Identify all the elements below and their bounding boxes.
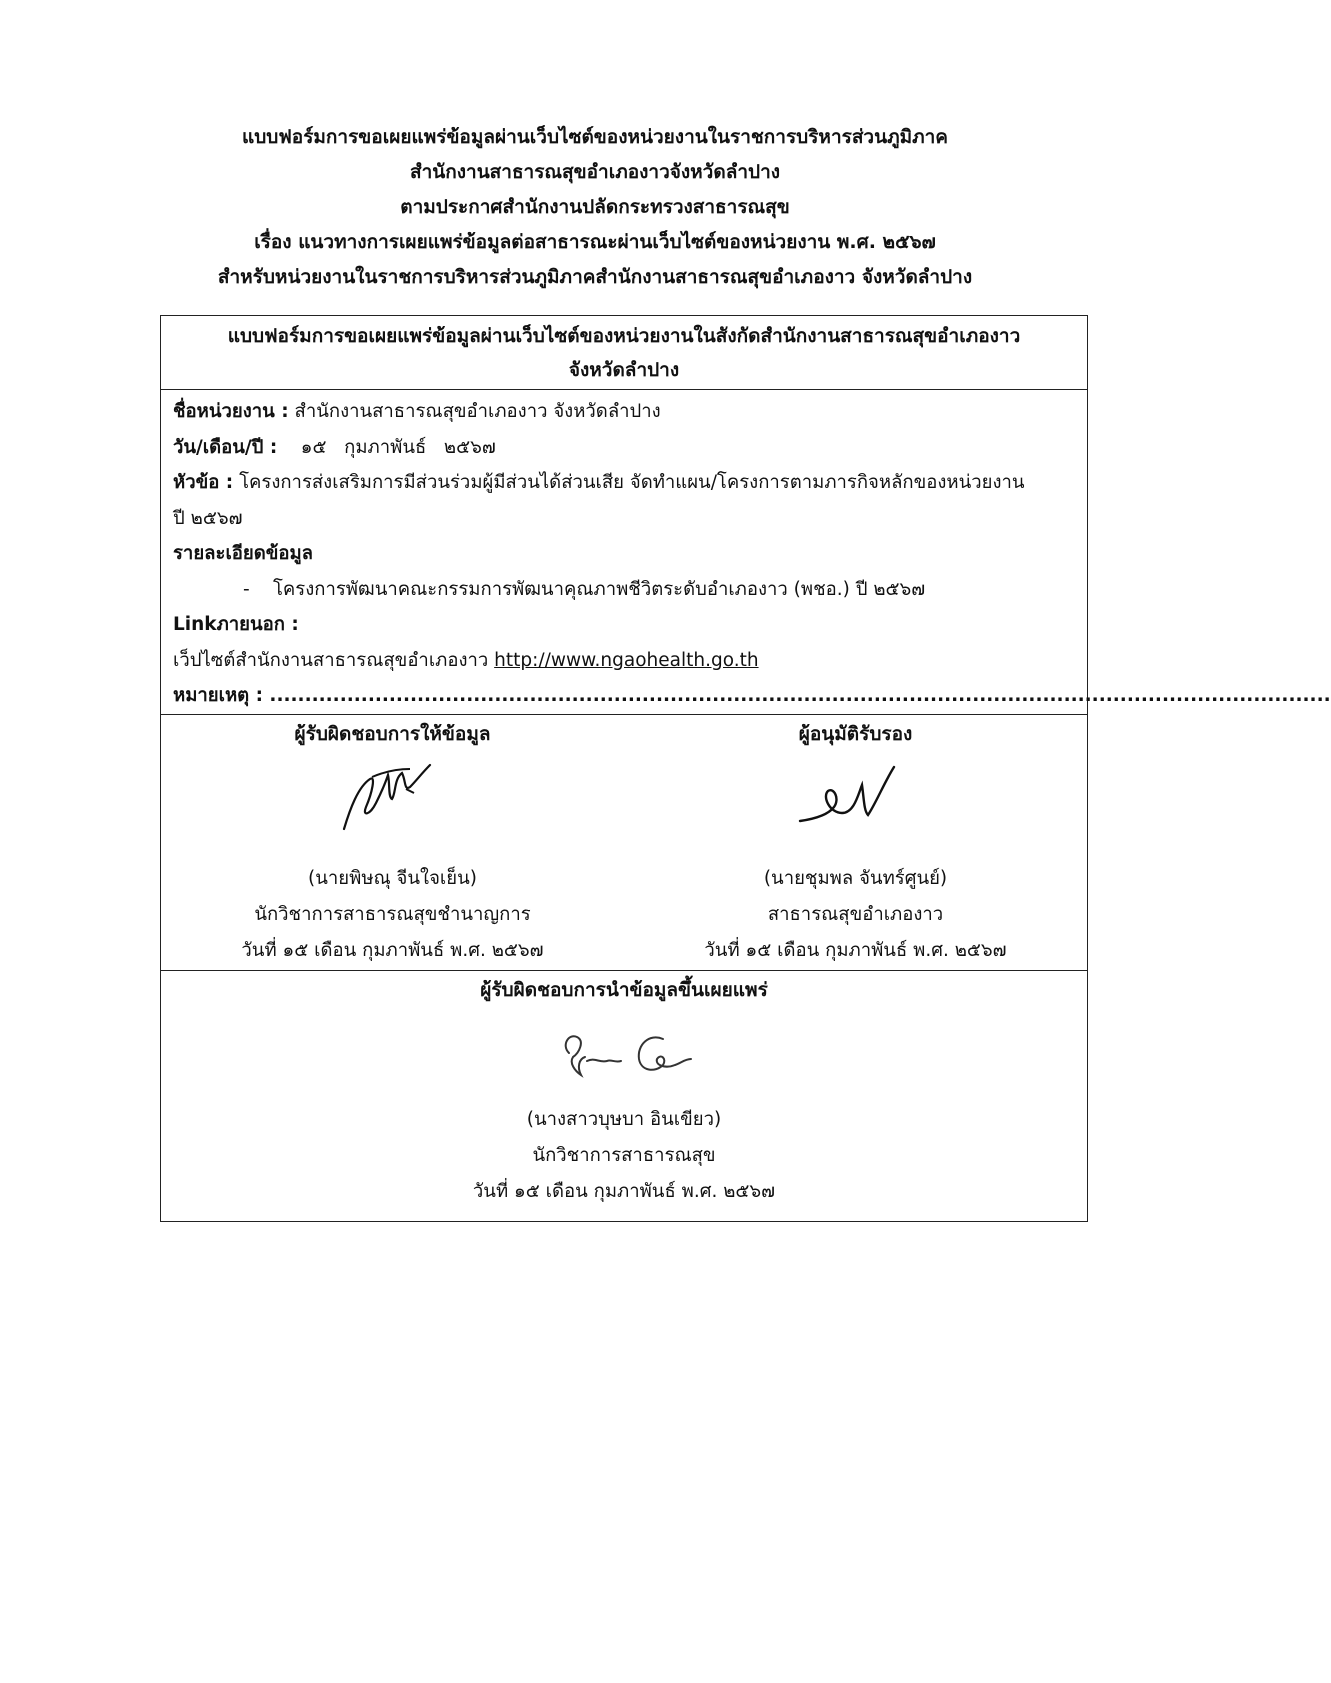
unit-row: [173, 394, 1075, 430]
detail-item-text: โครงการพัฒนาคณะกรรมการพัฒนาคุณภาพชีวิตระดับอำเภองาว (พชอ.) ปี ๒๕๖๗: [273, 578, 926, 600]
date-value: ๑๕ กุมภาพันธ์ ๒๕๖๗: [277, 436, 496, 458]
approver-details: [624, 861, 1087, 969]
publisher-details: [161, 1102, 1087, 1210]
responsible-details: [161, 861, 624, 969]
approver-signature-image: [624, 749, 1087, 861]
header-line-4: เรื่อง แนวทางการเผยแพร่ข้อมูลต่อสาธารณะผ่านเว็บไซต์ของหน่วยงาน พ.ศ. ๒๕๖๗: [254, 231, 936, 253]
header-line-2: สำนักงานสาธารณสุขอำเภองาวจังหวัดลำปาง: [409, 161, 781, 183]
detail-label: [173, 536, 1075, 572]
publisher-signature-image: [161, 1005, 1087, 1102]
remark-row: [173, 678, 1331, 714]
link-label-row: [173, 607, 1075, 643]
detail-label-text: รายละเอียดข้อมูล: [173, 543, 314, 564]
topic-value: โครงการส่งเสริมการมีส่วนร่วมผู้มีส่วนได้ส่วนเสีย จัดทำแผน/โครงการตามภารกิจหลักของหน่วยงาน: [233, 472, 1025, 493]
approver-title: ผู้อนุมัติรับรอง: [798, 722, 913, 745]
remark-text: หมายเหตุ : .......................................................................................................................................................: [173, 685, 1331, 706]
form-title-line-1: แบบฟอร์มการขอเผยแพร่ข้อมูลผ่านเว็บไซต์ของหน่วยงานในสังกัดสำนักงานสาธารณสุขอำเภองาว: [227, 325, 1021, 347]
responsible-position: นักวิชาการสาธารณสุขชำนาญการ: [254, 903, 531, 925]
publisher-name: (นางสาวบุษบา อินเขียว): [526, 1108, 722, 1130]
responsible-name: (นายพิษณุ จีนใจเย็น): [308, 867, 477, 889]
topic-row: [173, 465, 1075, 501]
publisher-signature-block: [161, 970, 1087, 1221]
approver-name: (นายชุมพล จันทร์ศูนย์): [763, 867, 948, 889]
unit-label: ชื่อหน่วยงาน :: [173, 401, 289, 422]
website-text: เว็ปไซต์สำนักงานสาธารณสุขอำเภองาว: [173, 649, 495, 671]
date-row: [173, 430, 1075, 466]
responsible-title: ผู้รับผิดชอบการให้ข้อมูล: [294, 722, 491, 745]
link-label: Linkภายนอก :: [173, 614, 299, 635]
publisher-position: นักวิชาการสาธารณสุข: [532, 1144, 716, 1166]
publisher-title: ผู้รับผิดชอบการนำข้อมูลขึ้นเผยแพร่: [480, 978, 768, 1001]
approver-position: สาธารณสุขอำเภองาว: [767, 903, 944, 925]
website-link[interactable]: http://www.ngaohealth.go.th: [494, 649, 759, 671]
header-line-5: สำหรับหน่วยงานในราชการบริหารส่วนภูมิภาคสำนักงานสาธารณสุขอำเภองาว จังหวัดลำปาง: [217, 266, 973, 288]
form-title: [161, 316, 1087, 389]
approver-date: วันที่ ๑๕ เดือน กุมภาพันธ์ พ.ศ. ๒๕๖๗: [704, 939, 1007, 961]
website-row: [173, 643, 1075, 679]
form-table: [160, 315, 1331, 1222]
signature-row: [161, 714, 1087, 970]
signature-icon: [551, 1023, 701, 1093]
signature-icon: [794, 759, 904, 839]
responsible-date: วันที่ ๑๕ เดือน กุมภาพันธ์ พ.ศ. ๒๕๖๗: [241, 939, 544, 961]
detail-item: [173, 572, 1075, 608]
date-label: วัน/เดือน/ปี :: [173, 436, 278, 458]
topic-label: หัวข้อ :: [173, 472, 234, 493]
responsible-signature-block: [161, 715, 624, 970]
form-title-line-2: จังหวัดลำปาง: [568, 359, 680, 381]
responsible-signature-image: [161, 749, 624, 861]
header-line-3: ตามประกาศสำนักงานปลัดกระทรวงสาธารณสุข: [400, 196, 790, 218]
approver-signature-block: [624, 715, 1087, 970]
publisher-date: วันที่ ๑๕ เดือน กุมภาพันธ์ พ.ศ. ๒๕๖๗: [472, 1180, 776, 1202]
topic-row-continued: ปี ๒๕๖๗: [173, 507, 243, 529]
header-line-1: แบบฟอร์มการขอเผยแพร่ข้อมูลผ่านเว็บไซต์ของหน่วยงานในราชการบริหารส่วนภูมิภาค: [241, 126, 949, 148]
unit-value: สำนักงานสาธารณสุขอำเภองาว จังหวัดลำปาง: [288, 401, 661, 422]
detail-dash: -: [243, 578, 250, 600]
signature-icon: [336, 759, 436, 839]
document-header: [0, 120, 1190, 295]
form-details: [161, 389, 1331, 714]
